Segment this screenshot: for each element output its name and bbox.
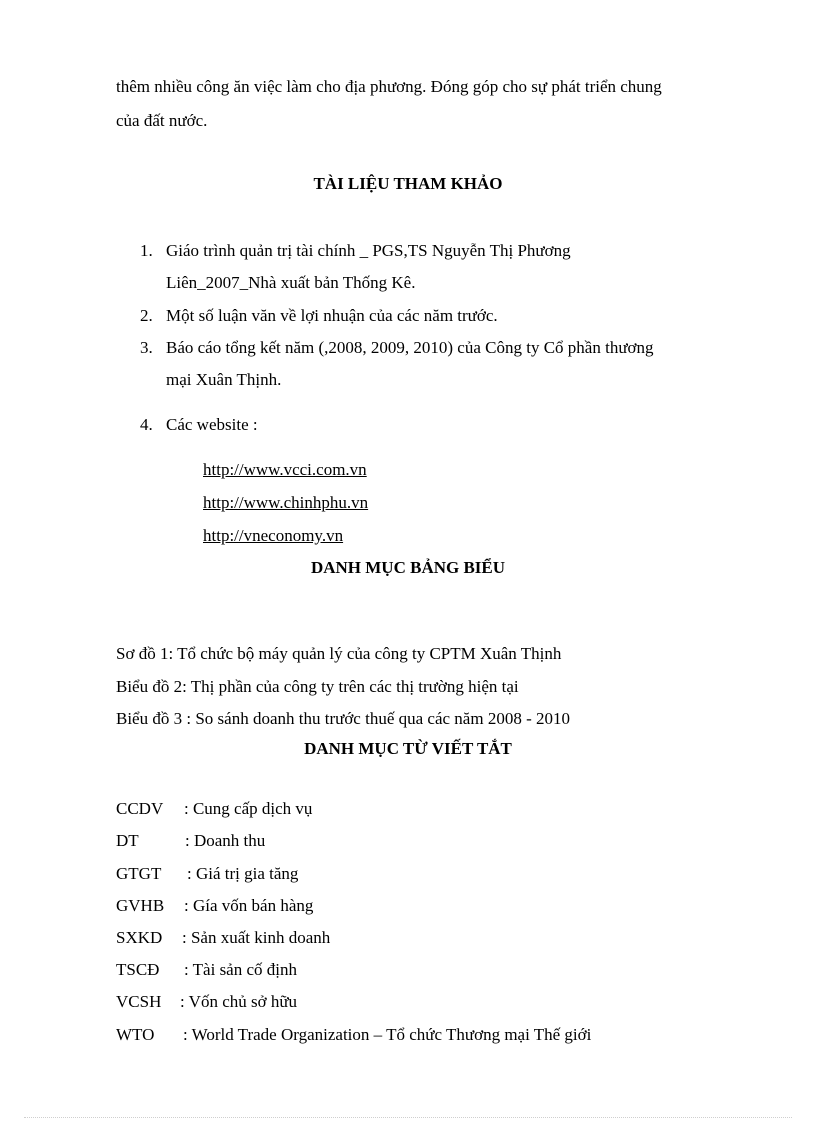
abbreviation-code: SXKD [116,928,163,947]
website-link-chinhphu[interactable]: http://www.chinhphu.vn [203,493,369,512]
page-bottom-divider [24,1117,792,1118]
reference-item-3-line-2: mại Xuân Thịnh. [166,370,282,389]
reference-item-1-line-2: Liên_2007_Nhà xuất bản Thống Kê. [166,273,416,292]
intro-line-1: thêm nhiều công ăn việc làm cho địa phương. Đóng góp cho sự phát triển chung [116,77,662,96]
website-link-vneconomy[interactable]: http://vneconomy.vn [203,526,344,545]
reference-item-1-line-1: Giáo trình quản trị tài chính _ PGS,TS Nguyễn Thị Phương [166,241,571,260]
references-heading: TÀI LIỆU THAM KHẢO [313,174,503,193]
abbreviation-definition: : Gía vốn bán hàng [184,896,314,915]
reference-item-2: Một số luận văn về lợi nhuận của các năm trước. [166,306,498,325]
abbreviation-code: DT [116,831,139,850]
abbreviation-code: CCDV [116,799,164,818]
abbreviation-code: WTO [116,1025,155,1044]
abbreviation-code: VCSH [116,992,162,1011]
table-list-item-3: Biểu đồ 3 : So sánh doanh thu trước thuế qua các năm 2008 - 2010 [116,709,570,728]
reference-number: 2. [140,306,153,325]
abbreviation-code: TSCĐ [116,960,160,979]
abbreviation-definition: : Tài sản cố định [184,960,297,979]
abbreviation-definition: : World Trade Organization – Tổ chức Thương mại Thế giới [183,1025,592,1044]
intro-line-2: của đất nước. [116,111,208,130]
reference-number: 4. [140,415,153,434]
abbreviation-definition: : Cung cấp dịch vụ [184,799,313,818]
tables-heading: DANH MỤC BẢNG BIỂU [310,558,506,577]
table-list-item-2: Biểu đồ 2: Thị phần của công ty trên các thị trường hiện tại [116,677,519,696]
table-list-item-1: Sơ đồ 1: Tổ chức bộ máy quản lý của công ty CPTM Xuân Thịnh [116,644,562,663]
reference-item-4: Các website : [166,415,258,434]
abbreviation-definition: : Vốn chủ sở hữu [180,992,298,1011]
reference-number: 3. [140,338,153,357]
abbreviation-code: GTGT [116,864,162,883]
reference-number: 1. [140,241,153,260]
abbreviations-heading: DANH MỤC TỪ VIẾT TẮT [304,739,512,758]
abbreviation-definition: : Giá trị gia tăng [187,864,299,883]
abbreviation-definition: : Sản xuất kinh doanh [182,928,331,947]
website-link-vcci[interactable]: http://www.vcci.com.vn [203,460,367,479]
abbreviation-code: GVHB [116,896,165,915]
reference-item-3-line-1: Báo cáo tổng kết năm (,2008, 2009, 2010) của Công ty Cổ phần thương [166,338,654,357]
abbreviation-definition: : Doanh thu [185,831,266,850]
